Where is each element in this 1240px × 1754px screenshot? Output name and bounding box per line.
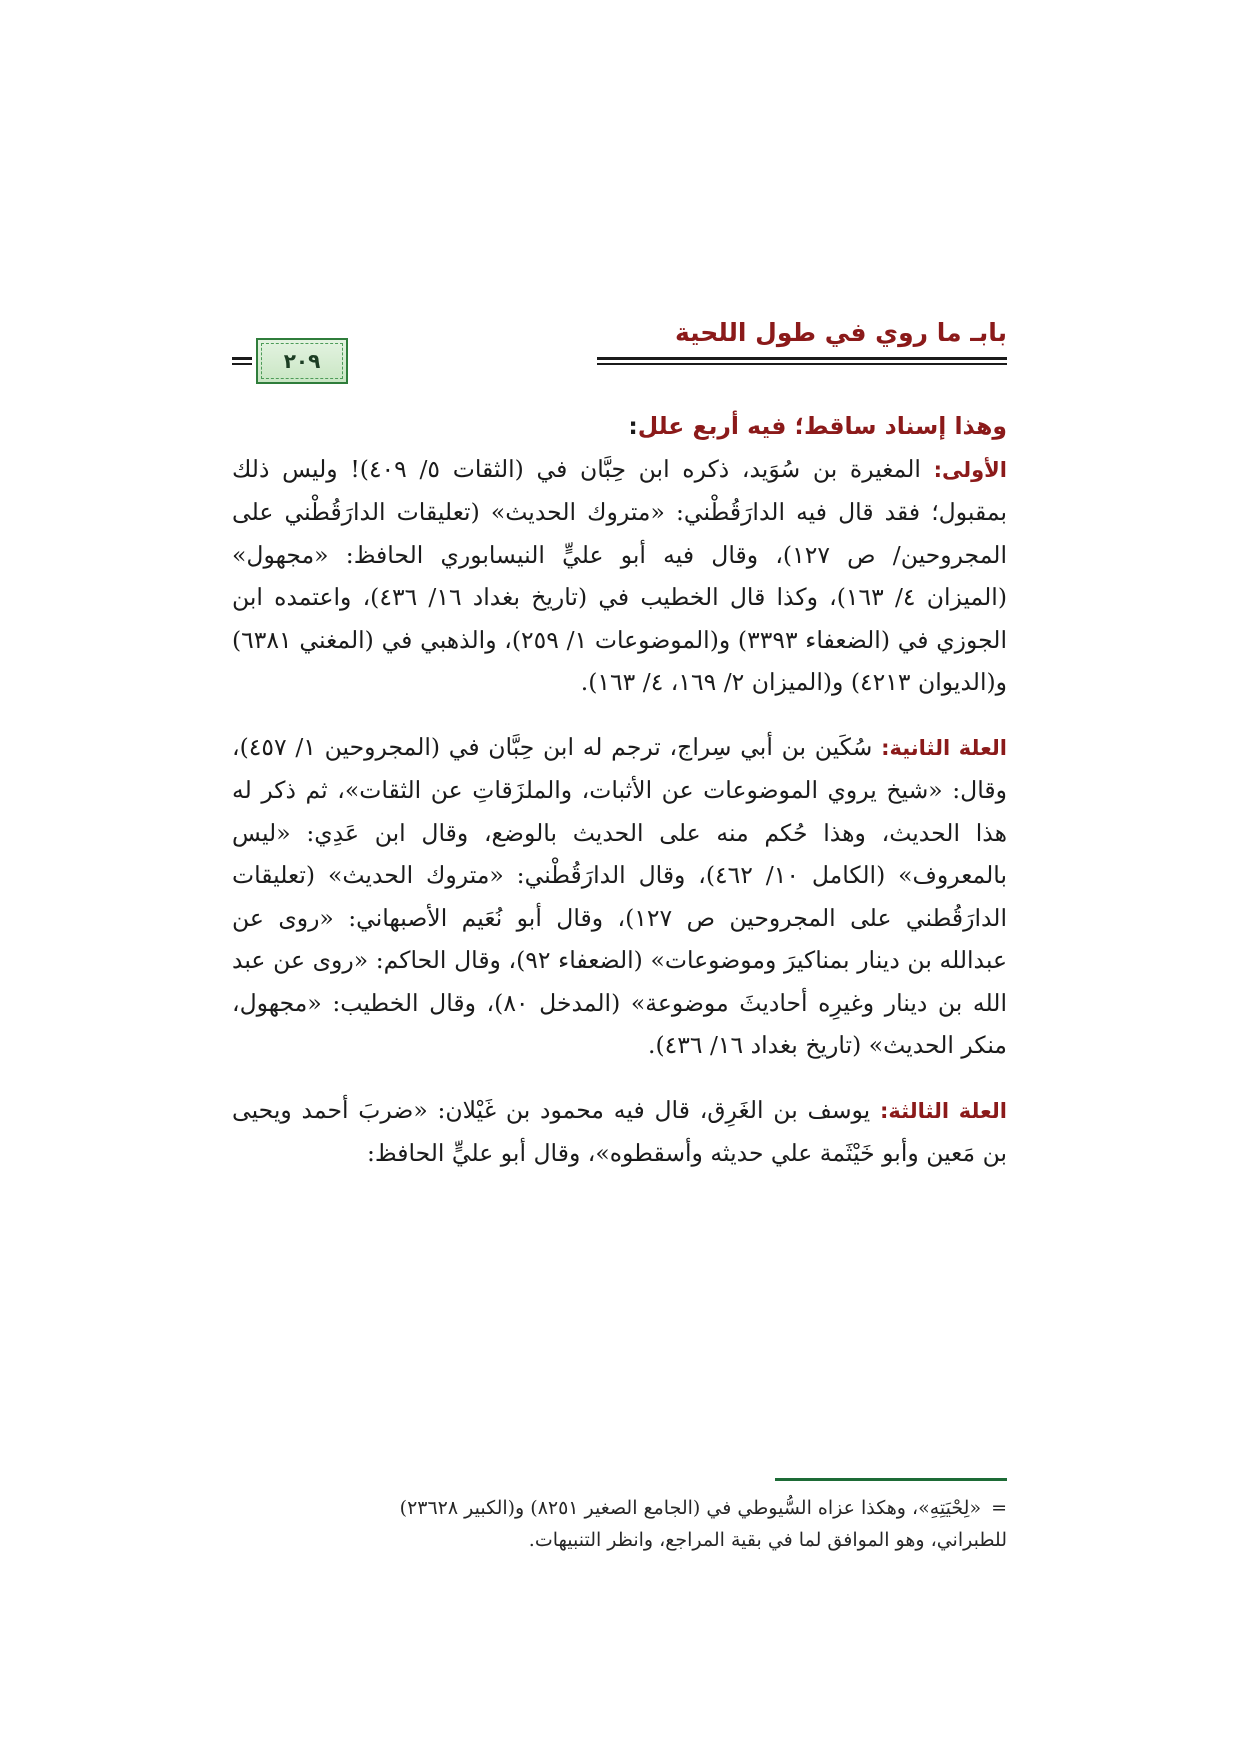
footnote-text: للطبراني، وهو الموافق لما في بقية المراجع، وانظر التنبيهات. [528, 1529, 1007, 1551]
paragraph-label: الأولى: [933, 457, 1007, 482]
paragraph-first-defect [232, 448, 1007, 704]
lead-text: وهذا إسناد ساقط؛ فيه أربع علل [637, 412, 1007, 440]
footnote-text: «لِحْيَتِهِ»، وهكذا عزاه السُّيوطي في (الجامع الصغير ٨٢٥١) و(الكبير ٢٣٦٢٨) [399, 1497, 982, 1519]
page-header [232, 318, 1007, 388]
chapter-title: بابـ ما روي في طول اللحية [674, 318, 1007, 347]
page-number-badge [256, 338, 348, 384]
header-rule [597, 363, 1007, 365]
paragraph-text: يوسف بن الغَرِق، قال فيه محمود بن غَيْلان: «ضربَ أحمد ويحيى بن مَعين وأبو خَيْثَمة علي حديثه وأسقطوه»، وقال أبو عليٍّ الحافظ: [232, 1095, 1007, 1167]
lead-colon: : [628, 412, 638, 440]
paragraph-text: سُكَين بن أبي سِراج، ترجم له ابن حِبَّان في (المجروحين ١/ ٤٥٧)، وقال: «شيخ يروي الموضوعات عن الأثبات، والملزَقاتِ عن الثقات»، ثم ذكر له هذا الحديث، وهذا حُكم منه على الحديث بالوضع، وقال ابن عَدِي: «ليس بالمعروف» (الكامل ١٠/ ٤٦٢)، وقال الدارَقُطْني: «متروك الحديث» (تعليقات الدارَقُطني على المجروحين ص ١٢٧)، وقال أبو نُعَيم الأصبهاني: «روى عن عبدالله بن دينار بمناكيرَ وموضوعات» (الضعفاء ٩٢)، وقال الحاكم: «روى عن عبد الله بن دينار وغيرِه أحاديثَ موضوعة» (المدخل ٨٠)، وقال الخطيب: «مجهول، منكر الحديث» (تاريخ بغداد ١٦/ ٤٣٦). [232, 732, 1007, 1059]
footnote-continuation-mark: = [991, 1497, 1007, 1519]
page-number: ٢٠٩ [283, 349, 321, 373]
header-rule [232, 363, 252, 365]
footnotes [232, 1492, 1007, 1556]
paragraph-label: العلة الثانية: [881, 735, 1008, 760]
header-rule [597, 357, 1007, 360]
paragraph-text: المغيرة بن سُوَيد، ذكره ابن حِبَّان في (الثقات ٥/ ٤٠٩)! وليس ذلك بمقبول؛ فقد قال فيه الدارَقُطْني: «متروك الحديث» (تعليقات الدارَقُطْني على المجروحين/ ص ١٢٧)، وقال فيه أبو عليٍّ النيسابوري الحافظ: «مجهول» (الميزان ٤/ ١٦٣)، وكذا قال الخطيب في (تاريخ بغداد ١٦/ ٤٣٦)، واعتمده ابن الجوزي في (الضعفاء ٣٣٩٣) و(الموضوعات ١/ ٢٥٩)، والذهبي في (المغني ٦٣٨١) و(الديوان ٤٢١٣) و(الميزان ٢/ ١٦٩، ٤/ ١٦٣). [232, 454, 1008, 696]
paragraph-second-defect [232, 726, 1007, 1067]
footnote-line [232, 1524, 1007, 1556]
lead-heading [232, 405, 1007, 448]
main-text [232, 405, 1007, 1175]
paragraph-label: العلة الثالثة: [880, 1098, 1007, 1123]
paragraph-third-defect [232, 1089, 1007, 1175]
footnote-line [232, 1492, 1007, 1524]
header-rule [232, 357, 252, 360]
footnote-separator [775, 1478, 1007, 1481]
